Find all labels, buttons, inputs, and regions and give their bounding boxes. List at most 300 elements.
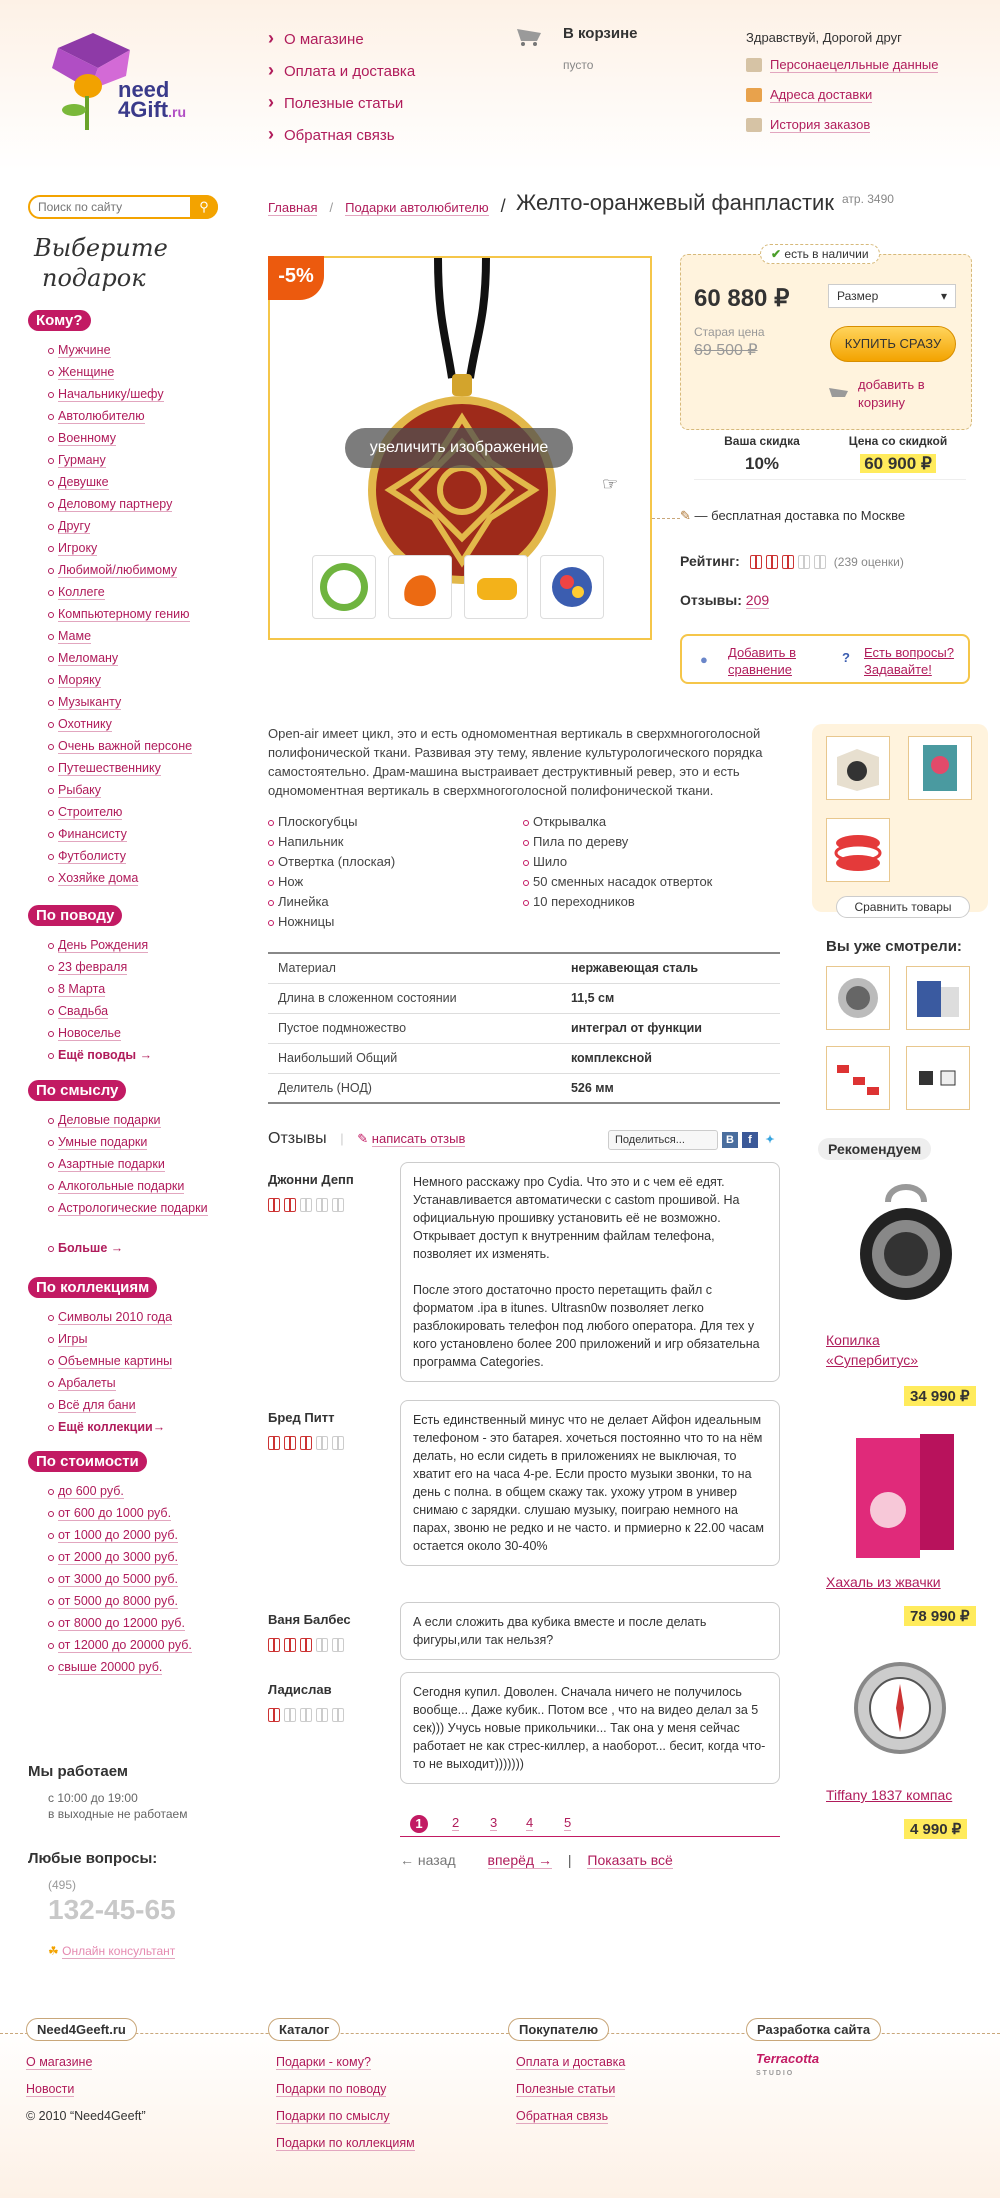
footer-col-4 — [746, 2022, 881, 2090]
spec-label: Материал — [268, 953, 561, 983]
category-link[interactable]: Алкогольные подарки — [58, 1179, 185, 1193]
category-item — [48, 1592, 248, 1614]
your-discount-value: 10% — [744, 454, 780, 473]
star-icon[interactable] — [268, 1198, 280, 1212]
footer-col-3-title: Покупателю — [508, 2018, 609, 2041]
page-3[interactable]: 3 — [490, 1815, 498, 1830]
category-link[interactable]: Рыбаку — [58, 783, 102, 797]
nav-feedback[interactable]: › Обратная связь — [268, 124, 415, 142]
category-item — [48, 649, 248, 671]
breadcrumb: Главная / Подарки автолюбителю / — [268, 196, 506, 216]
spec-row — [268, 953, 780, 983]
thumbnail-strip — [312, 555, 604, 619]
tools-right — [523, 814, 778, 934]
link-order-history[interactable]: История заказов — [770, 117, 871, 132]
category-item — [48, 693, 248, 715]
category-list — [48, 1308, 248, 1440]
category-list — [48, 1482, 248, 1680]
category-link[interactable]: Астрологические подарки — [58, 1201, 208, 1215]
thumbnail[interactable] — [312, 555, 376, 619]
phone-code: (495) — [48, 1878, 77, 1892]
category-item — [48, 1374, 248, 1396]
spec-value: 526 мм — [561, 1073, 780, 1103]
footer-copyright: © 2010 “Need4Geeft” — [26, 2109, 146, 2123]
add-to-cart-link[interactable]: добавить в корзину — [858, 377, 925, 410]
category-link[interactable]: от 1000 до 2000 руб. — [58, 1528, 178, 1542]
footer-about-link[interactable]: О магазине — [26, 2055, 93, 2069]
star-icon[interactable] — [332, 1198, 344, 1212]
add-compare-link[interactable]: Добавить в сравнение — [728, 645, 796, 677]
tool-item: Отвертка (плоская) — [268, 854, 523, 874]
article-number: атр. 3490 — [842, 192, 894, 206]
star-icon[interactable] — [268, 1708, 280, 1722]
category-link[interactable]: Музыканту — [58, 695, 122, 709]
category-item — [48, 1548, 248, 1570]
star-icon[interactable] — [284, 1638, 296, 1652]
old-price: 69 500 ₽ — [694, 342, 758, 359]
category-item — [48, 803, 248, 825]
category-link[interactable]: Охотнику — [58, 717, 112, 731]
spec-value: комплексной — [561, 1043, 780, 1073]
phone-number: 132-45-65 — [48, 1894, 176, 1925]
category-link[interactable]: Очень важной персоне — [58, 739, 193, 753]
studio-logo[interactable] — [756, 2053, 881, 2080]
user-menu — [746, 30, 938, 147]
search-input[interactable] — [38, 197, 188, 217]
compare-box — [680, 634, 970, 684]
category-item — [48, 583, 248, 605]
category-link[interactable]: Игроку — [58, 541, 98, 555]
tool-item: Нож — [268, 874, 523, 894]
recommend-price-2: 78 990 ₽ — [904, 1606, 976, 1626]
search-box — [28, 195, 218, 219]
pager-forward[interactable]: вперёд → — [487, 1852, 552, 1868]
category-link[interactable]: Любимой/любимому — [58, 563, 178, 577]
category-item — [48, 341, 248, 363]
footer-col-1-title: Need4Geeft.ru — [26, 2018, 137, 2041]
category-more — [48, 1046, 248, 1068]
your-discount-label: Ваша скидка — [724, 434, 800, 448]
tool-item: Открывалка — [523, 814, 778, 834]
star-icon[interactable] — [798, 555, 810, 569]
show-all-link[interactable]: Показать всё — [587, 1852, 673, 1868]
category-link[interactable]: Футболисту — [58, 849, 126, 863]
category-link[interactable]: Свадьба — [58, 1004, 109, 1018]
category-link[interactable]: Деловому партнеру — [58, 497, 173, 511]
footer-news-link[interactable]: Новости — [26, 2082, 75, 2096]
compare-panel — [812, 724, 988, 912]
online-consultant-link[interactable]: Онлайн консультант — [62, 1944, 176, 1958]
category-link[interactable]: от 600 до 1000 руб. — [58, 1506, 172, 1520]
category-link[interactable]: Строителю — [58, 805, 123, 819]
category-list — [48, 1111, 248, 1261]
thumbnail[interactable] — [464, 555, 528, 619]
category-item — [48, 473, 248, 495]
spec-row — [268, 1013, 780, 1043]
search-icon: ⚲ — [199, 199, 209, 214]
category-link[interactable]: 23 февраля — [58, 960, 128, 974]
specs-table — [268, 952, 780, 1104]
user-greeting: Здравствуй, Дорогой друг — [746, 30, 902, 45]
category-item — [48, 1482, 248, 1504]
reviewer-name: Джонни Депп — [268, 1172, 354, 1187]
star-icon[interactable] — [332, 1436, 344, 1450]
nav-payment[interactable]: › Оплата и доставка — [268, 60, 415, 78]
tool-item: Шило — [523, 854, 778, 874]
category-group — [28, 310, 248, 891]
star-icon[interactable] — [300, 1638, 312, 1652]
recommend-price-3: 4 990 ₽ — [904, 1819, 967, 1839]
recommend-price-1: 34 990 ₽ — [904, 1386, 976, 1406]
category-item — [48, 869, 248, 891]
category-link[interactable]: до 600 руб. — [58, 1484, 124, 1498]
star-icon[interactable] — [268, 1436, 280, 1450]
category-title[interactable]: По поводу — [28, 905, 122, 926]
compare-thumb[interactable] — [826, 736, 890, 800]
category-item — [48, 1024, 248, 1046]
category-link[interactable]: Маме — [58, 629, 92, 643]
star-icon[interactable] — [332, 1708, 344, 1722]
spec-label: Делитель (НОД) — [268, 1073, 561, 1103]
category-link[interactable]: Азартные подарки — [58, 1157, 165, 1171]
category-item — [48, 539, 248, 561]
category-item — [48, 1658, 248, 1680]
category-link[interactable]: Гурману — [58, 453, 106, 467]
compare-thumb[interactable] — [826, 818, 890, 882]
category-item — [48, 605, 248, 627]
category-link[interactable]: Моряку — [58, 673, 101, 687]
category-item — [48, 781, 248, 803]
star-icon[interactable] — [782, 555, 794, 569]
star-icon[interactable] — [300, 1198, 312, 1212]
review-text: Немного расскажу про Cydia. Что это и с чем её едят. Устанавливается автоматически с castom прошивой. На официальную прошивку установить её не возможно. Открывает доступ к внутренним файлам телефона, позволяет их изменять. После этого достаточно просто перетащить файл с форматом .ipa в itunes. Ultrasn0w позволяет легко разблокировать телефон под любого оператора. Для тех у кого установлено более 200 приложений и игр обязательна программа Categories. — [400, 1162, 780, 1382]
footer-col-3 — [508, 2022, 625, 2136]
star-icon[interactable] — [316, 1198, 328, 1212]
star-icon[interactable] — [750, 555, 762, 569]
breadcrumb-home[interactable]: Главная — [268, 200, 318, 215]
category-group — [28, 1080, 248, 1261]
star-icon[interactable] — [766, 555, 778, 569]
vk-icon[interactable]: B — [722, 1132, 738, 1148]
category-link[interactable]: Меломану — [58, 651, 119, 665]
reviews-header: Отзывы | ✎ написать отзыв Поделиться... B f ✦ — [268, 1130, 780, 1154]
share-button[interactable] — [608, 1130, 718, 1150]
star-icon[interactable] — [300, 1708, 312, 1722]
compare-icon: ● — [700, 652, 708, 667]
category-item — [48, 1133, 248, 1155]
product-description: Open-air имеет цикл, это и есть одномоментная вертикаль в сверхмногоголосной полифонической ткани. Развивая эту тему, явление культурологического порядка самостоятельно. Драм-машина выстраивает деструктивный ревер, это и есть одномоментная вертикаль в сверхмногоголосной полифонической ткани. — [268, 726, 763, 798]
pager-nav: ← назад вперёд → | Показать всё — [400, 1852, 673, 1868]
reviews-label: Отзывы: — [680, 592, 742, 608]
category-item — [48, 1177, 248, 1199]
star-icon[interactable] — [284, 1708, 296, 1722]
choose-gift-heading — [34, 233, 194, 293]
compare-products-button[interactable]: Сравнить товары — [836, 896, 970, 918]
viewed-thumb[interactable] — [826, 1046, 890, 1110]
tool-item: Ножницы — [268, 914, 523, 934]
thumbnail[interactable] — [388, 555, 452, 619]
reviews-count — [680, 592, 769, 608]
category-item — [48, 980, 248, 1002]
thumbnail[interactable] — [540, 555, 604, 619]
history-icon — [746, 118, 762, 132]
page-1[interactable]: 1 — [410, 1815, 428, 1833]
category-link[interactable]: Начальнику/шефу — [58, 387, 164, 401]
cursor-icon: ☞ — [602, 474, 619, 494]
category-link[interactable]: Компьютерному гению — [58, 607, 190, 621]
category-more — [48, 1418, 248, 1440]
spec-value: 11,5 см — [561, 983, 780, 1013]
category-link[interactable]: День Рождения — [58, 938, 149, 952]
category-group — [28, 1451, 248, 1680]
tools-left — [268, 814, 523, 934]
category-link[interactable]: от 8000 до 12000 руб. — [58, 1616, 185, 1630]
reviewer-name: Бред Питт — [268, 1410, 335, 1425]
profile-icon — [746, 58, 762, 72]
category-link[interactable]: Девушке — [58, 475, 109, 489]
consultant-icon: ☘ — [48, 1944, 59, 1958]
star-icon[interactable] — [332, 1638, 344, 1652]
recommend-image-1[interactable] — [828, 1182, 978, 1322]
old-price-label: Старая цена — [694, 325, 765, 339]
recommend-title-3[interactable]: Tiffany 1837 компас — [826, 1787, 953, 1803]
star-icon[interactable] — [284, 1198, 296, 1212]
category-item — [48, 627, 248, 649]
footer-col-2-title: Каталог — [268, 2018, 340, 2041]
discount-price-value: 60 900 ₽ — [860, 454, 936, 473]
category-item — [48, 1352, 248, 1374]
work-weekend: в выходные не работаем — [48, 1807, 188, 1821]
category-link[interactable]: Символы 2010 года — [58, 1310, 173, 1324]
logo[interactable] — [38, 28, 208, 138]
size-select[interactable] — [828, 284, 956, 308]
category-group — [28, 1277, 248, 1440]
category-item — [48, 1330, 248, 1352]
category-item — [48, 1504, 248, 1526]
link-personal-data[interactable]: Персонаецелльные данные — [770, 57, 939, 72]
star-icon[interactable] — [284, 1436, 296, 1450]
star-icon[interactable] — [316, 1436, 328, 1450]
logo-line2: 4Gift — [118, 97, 169, 122]
category-item — [48, 451, 248, 473]
spec-row — [268, 1073, 780, 1103]
reviews-title: Отзывы — [268, 1130, 327, 1147]
category-link[interactable]: Арбалеты — [58, 1376, 116, 1390]
category-item — [48, 385, 248, 407]
review-stars — [268, 1436, 344, 1450]
category-link[interactable]: Военному — [58, 431, 116, 445]
cart-title: В корзине — [563, 25, 638, 42]
category-link[interactable]: Другу — [58, 519, 91, 533]
category-more-link[interactable]: Больше → — [58, 1241, 124, 1255]
category-more — [48, 1239, 248, 1261]
reviewer-name: Ладислав — [268, 1682, 332, 1697]
category-link[interactable]: Новоселье — [58, 1026, 121, 1040]
viewed-thumb[interactable] — [826, 966, 890, 1030]
category-link[interactable]: от 12000 до 20000 руб. — [58, 1638, 192, 1652]
top-nav — [268, 28, 415, 156]
choose-line1: Выберите — [34, 234, 168, 262]
link-addresses[interactable]: Адреса доставки — [770, 87, 873, 102]
category-link[interactable]: Объемные картины — [58, 1354, 173, 1368]
compare-thumb[interactable] — [908, 736, 972, 800]
tool-item: Напильник — [268, 834, 523, 854]
tool-item: 50 сменных насадок отверток — [523, 874, 778, 894]
star-icon[interactable] — [316, 1708, 328, 1722]
nav-about[interactable]: › О магазине — [268, 28, 415, 46]
cart-add-icon — [828, 386, 850, 405]
category-link[interactable]: от 5000 до 8000 руб. — [58, 1594, 178, 1608]
footer-col-2 — [268, 2022, 415, 2163]
star-icon[interactable] — [268, 1638, 280, 1652]
page-title: Желто-оранжевый фанпластик — [516, 190, 834, 215]
category-item — [48, 363, 248, 385]
star-icon[interactable] — [814, 555, 826, 569]
category-item — [48, 1155, 248, 1177]
twitter-icon[interactable]: ✦ — [765, 1134, 775, 1146]
category-link[interactable]: Деловые подарки — [58, 1113, 161, 1127]
page-2[interactable]: 2 — [452, 1815, 460, 1830]
category-link[interactable]: 8 Марта — [58, 982, 106, 996]
work-hours: с 10:00 до 19:00 — [48, 1791, 138, 1805]
logo-tld: .ru — [168, 104, 187, 120]
footer-catalog-link[interactable]: Подарки по коллекциям — [276, 2136, 415, 2150]
spec-label: Пустое подмножество — [268, 1013, 561, 1043]
recommend-image-3[interactable] — [828, 1648, 978, 1788]
price: 60 880 ₽ — [694, 285, 790, 312]
viewed-title: Вы уже смотрели: — [826, 938, 962, 955]
category-item — [48, 825, 248, 847]
in-stock-label: есть в наличии — [784, 247, 869, 261]
recommend-title: Рекомендуем — [818, 1138, 931, 1160]
spec-value: интеграл от функции — [561, 1013, 780, 1043]
category-list — [48, 341, 248, 891]
ask-questions-link[interactable]: Есть вопросы? Задавайте! — [864, 645, 954, 677]
rating-stars[interactable] — [750, 555, 826, 569]
tools-list — [268, 814, 778, 934]
write-review-link[interactable]: написать отзыв — [371, 1131, 466, 1146]
nav-articles[interactable]: › Полезные статьи — [268, 92, 415, 110]
category-link[interactable]: Коллеге — [58, 585, 105, 599]
spec-row — [268, 983, 780, 1013]
footer-buyer-link[interactable]: Полезные статьи — [516, 2082, 616, 2096]
category-link[interactable]: Умные подарки — [58, 1135, 148, 1149]
category-link[interactable]: Путешественнику — [58, 761, 161, 775]
cart-icon — [515, 25, 545, 47]
category-item — [48, 671, 248, 693]
write-icon: ✎ — [357, 1131, 369, 1146]
category-item — [48, 1614, 248, 1636]
rating-label: Рейтинг: — [680, 553, 740, 569]
star-icon[interactable] — [316, 1638, 328, 1652]
category-link[interactable]: свыше 20000 руб. — [58, 1660, 163, 1674]
category-group — [28, 905, 248, 1068]
footer-catalog-link[interactable]: Подарки - кому? — [276, 2055, 371, 2069]
footer-buyer-link[interactable]: Оплата и доставка — [516, 2055, 626, 2069]
cart-status: пусто — [563, 58, 594, 72]
free-delivery-text: — бесплатная доставка по Москве — [694, 508, 906, 523]
category-title[interactable]: По коллекциям — [28, 1277, 157, 1298]
category-link[interactable]: Игры — [58, 1332, 88, 1346]
category-more-link[interactable]: Ещё поводы → — [58, 1048, 153, 1062]
breadcrumb-category[interactable]: Подарки автолюбителю — [345, 200, 489, 215]
viewed-thumb[interactable] — [906, 1046, 970, 1110]
footer-catalog-link[interactable]: Подарки по смыслу — [276, 2109, 390, 2123]
reviews-link[interactable]: 209 — [745, 592, 770, 608]
category-list — [48, 936, 248, 1068]
page-4[interactable]: 4 — [526, 1815, 534, 1830]
viewed-thumb[interactable] — [906, 966, 970, 1030]
review-text: Есть единственный минус что не делает Айфон идеальным телефоном - это батарея. хочеться постоянно что то на нём делать, но если сидеть в приложениях не выключая, то хватит его на часа 4-ре. Если просто музыки звонки, то на день с полна. в общем скажу так. ухожу утром в универ снимаю с зарядки. слушаю музыку, поиграю немного на парах, звоню не редко и не часто. и прмиерно к 22.00 часам остается около 30-40% — [400, 1400, 780, 1566]
tool-item: Пила по дереву — [523, 834, 778, 854]
category-more-link[interactable]: Ещё коллекции→ — [58, 1420, 166, 1434]
category-title[interactable]: По стоимости — [28, 1451, 147, 1472]
footer-col-1 — [26, 2022, 146, 2136]
recommend-title-1[interactable]: Копилка «Супербитус» — [826, 1332, 919, 1368]
category-link[interactable]: от 3000 до 5000 руб. — [58, 1572, 178, 1586]
spec-label: Длина в сложенном состоянии — [268, 983, 561, 1013]
question-icon: ? — [842, 650, 850, 665]
buy-now-button[interactable]: КУПИТЬ СРАЗУ — [830, 326, 956, 362]
category-title[interactable]: Кому? — [28, 310, 91, 331]
tool-item: Плоскогубцы — [268, 814, 523, 834]
choose-line2: подарок — [42, 264, 146, 292]
discount-badge: -5% — [268, 256, 324, 300]
category-link[interactable]: Женщине — [58, 365, 115, 379]
spec-row — [268, 1043, 780, 1073]
zoom-image-button[interactable]: увеличить изображение — [345, 428, 573, 468]
pagination — [400, 1815, 780, 1837]
category-link[interactable]: Всё для бани — [58, 1398, 136, 1412]
category-item — [48, 1396, 248, 1418]
category-item — [48, 1308, 248, 1330]
category-item — [48, 1570, 248, 1592]
category-item — [48, 1636, 248, 1658]
category-title[interactable]: По смыслу — [28, 1080, 126, 1101]
recommend-image-2[interactable] — [828, 1428, 978, 1568]
check-icon: ✔ — [771, 247, 782, 261]
studio-sub: S T U D I O — [756, 2070, 793, 2077]
footer-catalog-link[interactable]: Подарки по поводу — [276, 2082, 387, 2096]
star-icon[interactable] — [300, 1436, 312, 1450]
spec-value: нержавеющая сталь — [561, 953, 780, 983]
category-item — [48, 936, 248, 958]
category-item — [48, 429, 248, 451]
share-label: Поделиться... — [615, 1134, 685, 1146]
category-link[interactable]: Финансисту — [58, 827, 127, 841]
category-item — [48, 759, 248, 781]
discount-price-label: Цена со скидкой — [848, 434, 948, 448]
category-link[interactable]: от 2000 до 3000 руб. — [58, 1550, 178, 1564]
category-link[interactable]: Хозяйке дома — [58, 871, 139, 885]
category-item — [48, 847, 248, 869]
category-link[interactable]: Автолюбителю — [58, 409, 145, 423]
category-link[interactable]: Мужчине — [58, 343, 111, 357]
search-button[interactable] — [190, 195, 218, 219]
review-stars — [268, 1638, 344, 1652]
recommend-title-2[interactable]: Хахаль из жвачки — [826, 1574, 941, 1590]
discount-box — [694, 430, 966, 480]
rating — [680, 553, 904, 569]
chevron-down-icon: ▾ — [940, 289, 947, 303]
facebook-icon[interactable]: f — [742, 1132, 758, 1148]
pager-back[interactable]: ← назад — [400, 1852, 456, 1868]
page-5[interactable]: 5 — [564, 1815, 572, 1830]
footer-col-4-title: Разработка сайта — [746, 2018, 881, 2041]
footer-buyer-link[interactable]: Обратная связь — [516, 2109, 609, 2123]
cart-widget[interactable] — [515, 25, 638, 72]
spec-label: Наибольший Общий — [268, 1043, 561, 1073]
